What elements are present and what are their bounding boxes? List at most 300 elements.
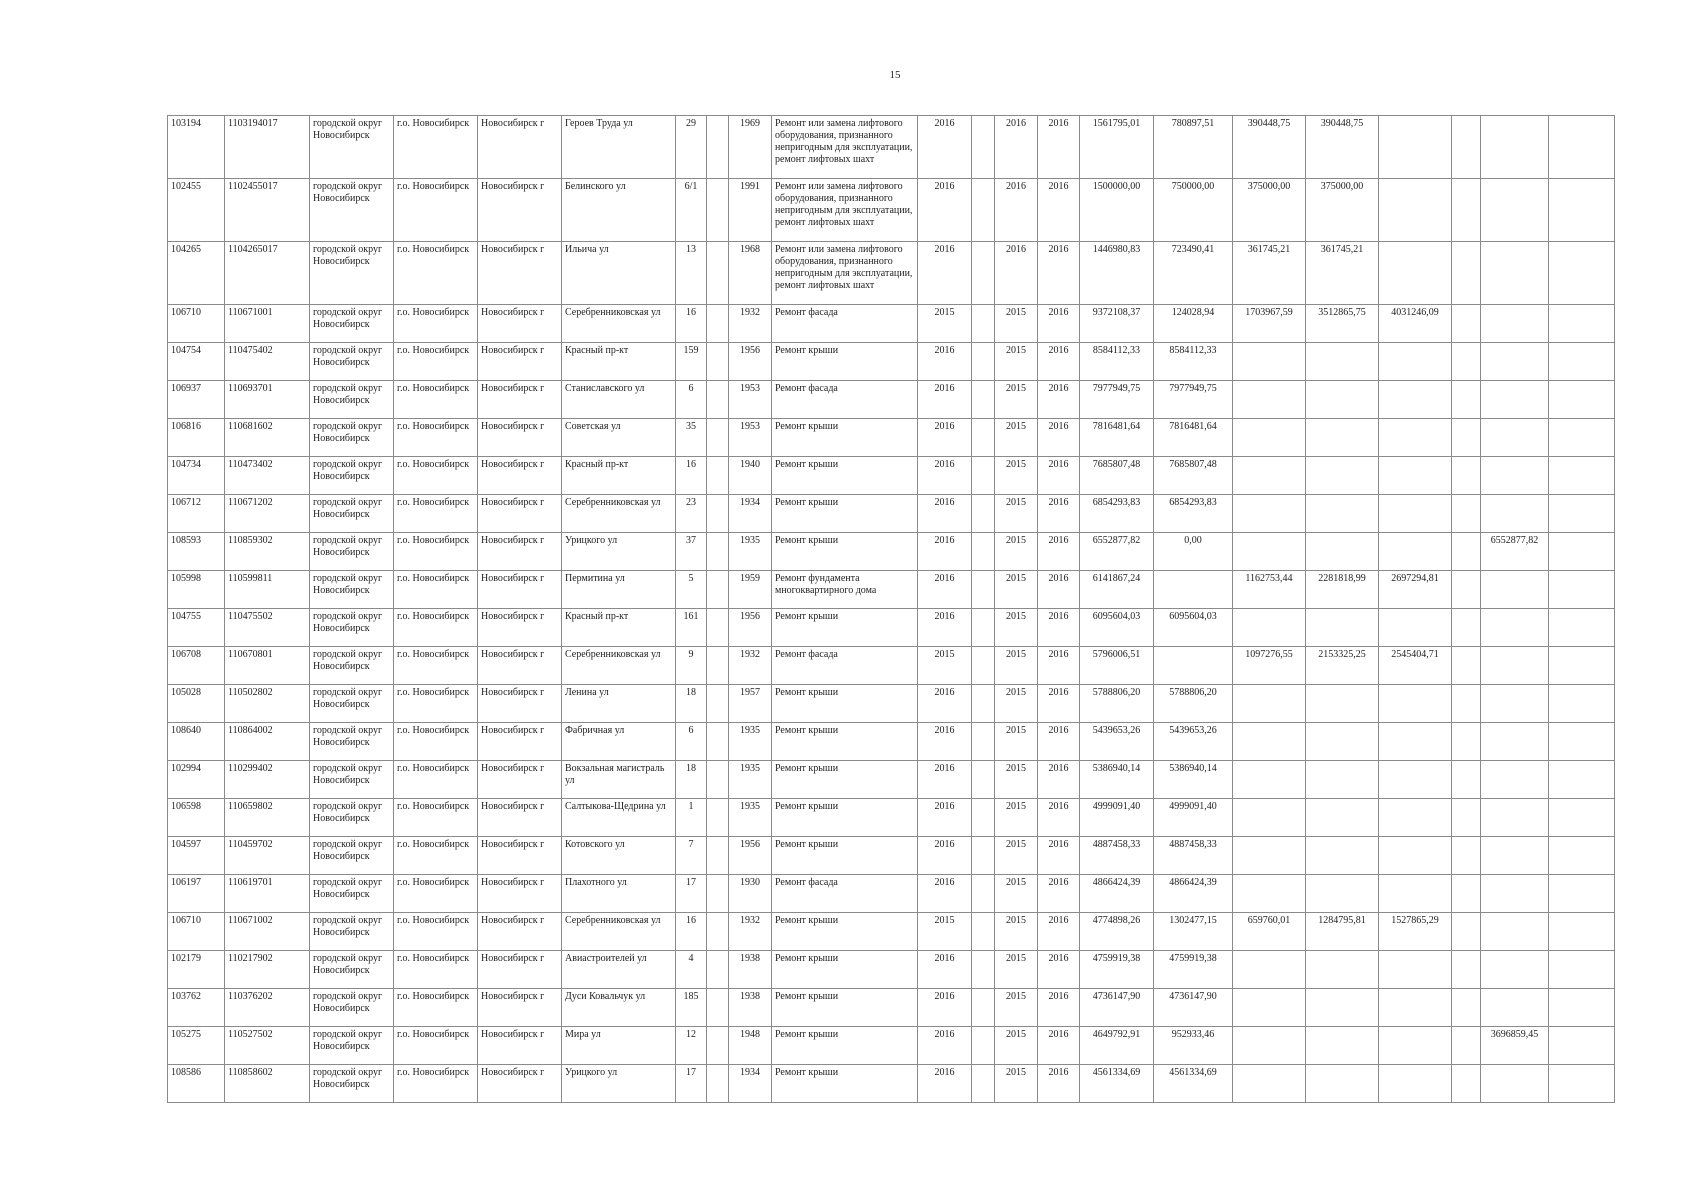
cell-house-number: 16 — [676, 457, 707, 495]
cell-end-year: 2016 — [1038, 179, 1080, 242]
table-row — [168, 723, 1615, 761]
cell-empty-col-19 — [1452, 913, 1481, 951]
cell-build-year: 1956 — [729, 609, 772, 647]
cell-cost-c — [1379, 685, 1452, 723]
cell-cost-b: 2281818,99 — [1306, 571, 1379, 609]
cell-cost-d — [1481, 989, 1549, 1027]
cell-empty-col-19 — [1452, 837, 1481, 875]
cell-empty-col-19 — [1452, 343, 1481, 381]
cell-cost-a: 375000,00 — [1233, 179, 1306, 242]
cell-house-letter — [707, 305, 729, 343]
cell-empty-col-19 — [1452, 647, 1481, 685]
cell-cost-b — [1306, 1027, 1379, 1065]
cell-settlement: Новосибирск г — [478, 495, 562, 533]
cell-street: Мира ул — [562, 1027, 676, 1065]
cell-street: Вокзальная магистраль ул — [562, 761, 676, 799]
cell-municipality-short: г.о. Новосибирск — [394, 989, 478, 1027]
cell-cost-a — [1233, 495, 1306, 533]
cell-cost-fund: 952933,46 — [1154, 1027, 1233, 1065]
cell-municipality-short: г.о. Новосибирск — [394, 533, 478, 571]
cell-empty-col-11 — [972, 609, 995, 647]
cell-end-year: 2016 — [1038, 116, 1080, 179]
cell-house-id: 104754 — [168, 343, 225, 381]
cell-empty-col-21 — [1549, 799, 1615, 837]
cell-house-id: 103194 — [168, 116, 225, 179]
cell-total-cost: 7816481,64 — [1080, 419, 1154, 457]
cell-house-number: 12 — [676, 1027, 707, 1065]
cell-plan-year: 2016 — [918, 242, 972, 305]
cell-plan-year: 2016 — [918, 761, 972, 799]
cell-settlement: Новосибирск г — [478, 685, 562, 723]
cell-municipality-short: г.о. Новосибирск — [394, 609, 478, 647]
cell-municipality-short: г.о. Новосибирск — [394, 647, 478, 685]
cell-street: Красный пр-кт — [562, 457, 676, 495]
cell-street: Серебренниковская ул — [562, 495, 676, 533]
cell-settlement: Новосибирск г — [478, 1027, 562, 1065]
cell-municipality-short: г.о. Новосибирск — [394, 913, 478, 951]
cell-cost-a — [1233, 343, 1306, 381]
cell-work-type: Ремонт крыши — [772, 419, 918, 457]
cell-total-cost: 7977949,75 — [1080, 381, 1154, 419]
cell-empty-col-21 — [1549, 1027, 1615, 1065]
cell-address-code: 110502802 — [225, 685, 310, 723]
cell-municipality-short: г.о. Новосибирск — [394, 571, 478, 609]
cell-cost-fund — [1154, 647, 1233, 685]
cell-house-letter — [707, 647, 729, 685]
cell-empty-col-11 — [972, 685, 995, 723]
cell-municipality: городской округ Новосибирск — [310, 343, 394, 381]
cell-house-number: 185 — [676, 989, 707, 1027]
cell-house-letter — [707, 116, 729, 179]
cell-house-letter — [707, 495, 729, 533]
cell-house-number: 23 — [676, 495, 707, 533]
cell-street: Урицкого ул — [562, 533, 676, 571]
cell-house-letter — [707, 875, 729, 913]
cell-address-code: 110659802 — [225, 799, 310, 837]
cell-empty-col-11 — [972, 1065, 995, 1103]
cell-empty-col-11 — [972, 875, 995, 913]
cell-cost-b: 3512865,75 — [1306, 305, 1379, 343]
cell-cost-d — [1481, 685, 1549, 723]
cell-plan-year: 2016 — [918, 989, 972, 1027]
cell-municipality: городской округ Новосибирск — [310, 761, 394, 799]
cell-street: Серебренниковская ул — [562, 647, 676, 685]
cell-municipality: городской округ Новосибирск — [310, 647, 394, 685]
cell-build-year: 1991 — [729, 179, 772, 242]
register-body — [168, 116, 1615, 1103]
cell-empty-col-11 — [972, 647, 995, 685]
cell-municipality: городской округ Новосибирск — [310, 1027, 394, 1065]
cell-cost-d — [1481, 761, 1549, 799]
cell-empty-col-19 — [1452, 989, 1481, 1027]
cell-house-number: 17 — [676, 1065, 707, 1103]
cell-house-letter — [707, 989, 729, 1027]
cell-house-number: 161 — [676, 609, 707, 647]
cell-cost-a — [1233, 837, 1306, 875]
cell-plan-year: 2016 — [918, 799, 972, 837]
cell-house-id: 104755 — [168, 609, 225, 647]
cell-house-letter — [707, 242, 729, 305]
cell-municipality: городской округ Новосибирск — [310, 305, 394, 343]
cell-house-number: 159 — [676, 343, 707, 381]
cell-cost-fund: 780897,51 — [1154, 116, 1233, 179]
cell-total-cost: 5788806,20 — [1080, 685, 1154, 723]
cell-cost-fund: 6854293,83 — [1154, 495, 1233, 533]
cell-settlement: Новосибирск г — [478, 723, 562, 761]
cell-address-code: 110475402 — [225, 343, 310, 381]
cell-empty-col-21 — [1549, 116, 1615, 179]
cell-cost-fund: 4759919,38 — [1154, 951, 1233, 989]
cell-municipality: городской округ Новосибирск — [310, 609, 394, 647]
cell-empty-col-21 — [1549, 913, 1615, 951]
cell-cost-b — [1306, 457, 1379, 495]
cell-empty-col-19 — [1452, 381, 1481, 419]
cell-start-year: 2015 — [995, 761, 1038, 799]
cell-empty-col-19 — [1452, 419, 1481, 457]
cell-work-type: Ремонт крыши — [772, 723, 918, 761]
cell-house-id: 108586 — [168, 1065, 225, 1103]
cell-cost-b — [1306, 761, 1379, 799]
cell-empty-col-19 — [1452, 305, 1481, 343]
cell-house-letter — [707, 381, 729, 419]
cell-start-year: 2015 — [995, 723, 1038, 761]
cell-street: Фабричная ул — [562, 723, 676, 761]
cell-cost-fund — [1154, 571, 1233, 609]
cell-total-cost: 4759919,38 — [1080, 951, 1154, 989]
table-row — [168, 989, 1615, 1027]
cell-cost-d — [1481, 571, 1549, 609]
cell-settlement: Новосибирск г — [478, 761, 562, 799]
cell-cost-c — [1379, 242, 1452, 305]
cell-municipality: городской округ Новосибирск — [310, 381, 394, 419]
cell-municipality: городской округ Новосибирск — [310, 533, 394, 571]
cell-empty-col-11 — [972, 419, 995, 457]
cell-settlement: Новосибирск г — [478, 179, 562, 242]
cell-build-year: 1953 — [729, 419, 772, 457]
cell-cost-d — [1481, 875, 1549, 913]
cell-work-type: Ремонт или замена лифтового оборудования, признанного непригодным для эксплуатации, ремонт лифтовых шахт — [772, 179, 918, 242]
cell-cost-c — [1379, 761, 1452, 799]
cell-total-cost: 4887458,33 — [1080, 837, 1154, 875]
cell-empty-col-21 — [1549, 242, 1615, 305]
cell-build-year: 1932 — [729, 913, 772, 951]
cell-cost-fund: 124028,94 — [1154, 305, 1233, 343]
cell-municipality-short: г.о. Новосибирск — [394, 875, 478, 913]
cell-work-type: Ремонт крыши — [772, 685, 918, 723]
cell-cost-d — [1481, 837, 1549, 875]
cell-house-number: 5 — [676, 571, 707, 609]
cell-end-year: 2016 — [1038, 951, 1080, 989]
cell-work-type: Ремонт крыши — [772, 1027, 918, 1065]
cell-house-letter — [707, 913, 729, 951]
cell-cost-b — [1306, 533, 1379, 571]
cell-empty-col-19 — [1452, 799, 1481, 837]
cell-build-year: 1932 — [729, 305, 772, 343]
cell-empty-col-21 — [1549, 609, 1615, 647]
cell-street: Белинского ул — [562, 179, 676, 242]
cell-municipality: городской округ Новосибирск — [310, 1065, 394, 1103]
cell-municipality: городской округ Новосибирск — [310, 457, 394, 495]
cell-settlement: Новосибирск г — [478, 343, 562, 381]
cell-house-letter — [707, 837, 729, 875]
cell-cost-b — [1306, 343, 1379, 381]
cell-cost-fund: 4887458,33 — [1154, 837, 1233, 875]
cell-cost-a: 361745,21 — [1233, 242, 1306, 305]
cell-municipality-short: г.о. Новосибирск — [394, 381, 478, 419]
cell-settlement: Новосибирск г — [478, 419, 562, 457]
cell-cost-a — [1233, 609, 1306, 647]
cell-cost-fund: 4866424,39 — [1154, 875, 1233, 913]
cell-house-id: 104265 — [168, 242, 225, 305]
cell-house-letter — [707, 685, 729, 723]
cell-plan-year: 2016 — [918, 951, 972, 989]
cell-empty-col-19 — [1452, 951, 1481, 989]
cell-cost-b — [1306, 419, 1379, 457]
cell-settlement: Новосибирск г — [478, 609, 562, 647]
cell-plan-year: 2015 — [918, 913, 972, 951]
cell-address-code: 110475502 — [225, 609, 310, 647]
cell-municipality: городской округ Новосибирск — [310, 799, 394, 837]
cell-plan-year: 2016 — [918, 495, 972, 533]
cell-plan-year: 2016 — [918, 875, 972, 913]
cell-cost-fund: 7977949,75 — [1154, 381, 1233, 419]
cell-cost-b — [1306, 951, 1379, 989]
cell-end-year: 2016 — [1038, 495, 1080, 533]
table-row — [168, 419, 1615, 457]
cell-municipality-short: г.о. Новосибирск — [394, 116, 478, 179]
cell-end-year: 2016 — [1038, 1027, 1080, 1065]
cell-municipality-short: г.о. Новосибирск — [394, 495, 478, 533]
cell-build-year: 1934 — [729, 495, 772, 533]
cell-end-year: 2016 — [1038, 799, 1080, 837]
cell-build-year: 1956 — [729, 837, 772, 875]
cell-empty-col-21 — [1549, 305, 1615, 343]
cell-house-id: 106937 — [168, 381, 225, 419]
cell-total-cost: 9372108,37 — [1080, 305, 1154, 343]
cell-cost-b: 390448,75 — [1306, 116, 1379, 179]
cell-empty-col-19 — [1452, 116, 1481, 179]
cell-start-year: 2015 — [995, 343, 1038, 381]
cell-cost-c — [1379, 609, 1452, 647]
cell-house-letter — [707, 533, 729, 571]
cell-cost-c: 2545404,71 — [1379, 647, 1452, 685]
cell-build-year: 1932 — [729, 647, 772, 685]
cell-house-number: 18 — [676, 685, 707, 723]
cell-house-id: 108593 — [168, 533, 225, 571]
table-row — [168, 179, 1615, 242]
cell-house-id: 102179 — [168, 951, 225, 989]
cell-address-code: 110217902 — [225, 951, 310, 989]
cell-cost-d — [1481, 951, 1549, 989]
cell-build-year: 1957 — [729, 685, 772, 723]
cell-cost-fund: 5439653,26 — [1154, 723, 1233, 761]
cell-plan-year: 2015 — [918, 305, 972, 343]
cell-cost-fund: 7685807,48 — [1154, 457, 1233, 495]
cell-cost-d — [1481, 116, 1549, 179]
cell-municipality-short: г.о. Новосибирск — [394, 723, 478, 761]
cell-house-id: 106816 — [168, 419, 225, 457]
cell-start-year: 2016 — [995, 242, 1038, 305]
cell-cost-fund: 7816481,64 — [1154, 419, 1233, 457]
cell-municipality: городской округ Новосибирск — [310, 242, 394, 305]
cell-cost-c — [1379, 533, 1452, 571]
cell-street: Серебренниковская ул — [562, 913, 676, 951]
cell-street: Героев Труда ул — [562, 116, 676, 179]
table-row — [168, 571, 1615, 609]
cell-start-year: 2016 — [995, 116, 1038, 179]
cell-street: Серебренниковская ул — [562, 305, 676, 343]
cell-total-cost: 6141867,24 — [1080, 571, 1154, 609]
cell-total-cost: 7685807,48 — [1080, 457, 1154, 495]
cell-plan-year: 2016 — [918, 419, 972, 457]
cell-cost-b — [1306, 381, 1379, 419]
cell-cost-a: 1162753,44 — [1233, 571, 1306, 609]
cell-plan-year: 2016 — [918, 457, 972, 495]
cell-cost-c — [1379, 951, 1452, 989]
cell-house-id: 108640 — [168, 723, 225, 761]
table-row — [168, 305, 1615, 343]
table-row — [168, 837, 1615, 875]
cell-house-letter — [707, 951, 729, 989]
cell-address-code: 110859302 — [225, 533, 310, 571]
cell-settlement: Новосибирск г — [478, 457, 562, 495]
cell-cost-fund: 5386940,14 — [1154, 761, 1233, 799]
cell-municipality-short: г.о. Новосибирск — [394, 837, 478, 875]
cell-municipality: городской округ Новосибирск — [310, 685, 394, 723]
cell-cost-fund: 4561334,69 — [1154, 1065, 1233, 1103]
cell-address-code: 1103194017 — [225, 116, 310, 179]
cell-work-type: Ремонт или замена лифтового оборудования, признанного непригодным для эксплуатации, ремонт лифтовых шахт — [772, 242, 918, 305]
cell-cost-a — [1233, 1065, 1306, 1103]
cell-empty-col-21 — [1549, 685, 1615, 723]
cell-empty-col-19 — [1452, 457, 1481, 495]
cell-start-year: 2015 — [995, 571, 1038, 609]
cell-start-year: 2015 — [995, 1027, 1038, 1065]
cell-empty-col-11 — [972, 116, 995, 179]
cell-start-year: 2015 — [995, 799, 1038, 837]
cell-cost-d — [1481, 381, 1549, 419]
cell-end-year: 2016 — [1038, 913, 1080, 951]
cell-total-cost: 4999091,40 — [1080, 799, 1154, 837]
cell-house-id: 106708 — [168, 647, 225, 685]
cell-plan-year: 2016 — [918, 1065, 972, 1103]
cell-end-year: 2016 — [1038, 419, 1080, 457]
cell-municipality-short: г.о. Новосибирск — [394, 685, 478, 723]
cell-cost-a: 390448,75 — [1233, 116, 1306, 179]
cell-settlement: Новосибирск г — [478, 799, 562, 837]
cell-empty-col-11 — [972, 381, 995, 419]
cell-plan-year: 2016 — [918, 179, 972, 242]
cell-street: Пермитина ул — [562, 571, 676, 609]
cell-empty-col-11 — [972, 761, 995, 799]
cell-empty-col-21 — [1549, 533, 1615, 571]
cell-municipality-short: г.о. Новосибирск — [394, 951, 478, 989]
cell-cost-d — [1481, 419, 1549, 457]
cell-work-type: Ремонт крыши — [772, 799, 918, 837]
cell-municipality: городской округ Новосибирск — [310, 571, 394, 609]
table-row — [168, 1065, 1615, 1103]
cell-empty-col-19 — [1452, 1027, 1481, 1065]
cell-cost-d — [1481, 609, 1549, 647]
cell-end-year: 2016 — [1038, 533, 1080, 571]
cell-municipality-short: г.о. Новосибирск — [394, 799, 478, 837]
table-row — [168, 875, 1615, 913]
cell-house-number: 16 — [676, 913, 707, 951]
cell-empty-col-19 — [1452, 1065, 1481, 1103]
cell-house-letter — [707, 457, 729, 495]
cell-address-code: 110459702 — [225, 837, 310, 875]
cell-address-code: 110619701 — [225, 875, 310, 913]
cell-work-type: Ремонт крыши — [772, 533, 918, 571]
cell-empty-col-19 — [1452, 571, 1481, 609]
cell-empty-col-19 — [1452, 242, 1481, 305]
cell-cost-a — [1233, 1027, 1306, 1065]
cell-empty-col-21 — [1549, 381, 1615, 419]
cell-work-type: Ремонт фасада — [772, 305, 918, 343]
table-row — [168, 609, 1615, 647]
cell-municipality-short: г.о. Новосибирск — [394, 761, 478, 799]
cell-house-number: 13 — [676, 242, 707, 305]
cell-start-year: 2015 — [995, 381, 1038, 419]
cell-build-year: 1959 — [729, 571, 772, 609]
cell-total-cost: 4561334,69 — [1080, 1065, 1154, 1103]
cell-house-letter — [707, 1027, 729, 1065]
cell-start-year: 2015 — [995, 305, 1038, 343]
cell-build-year: 1940 — [729, 457, 772, 495]
table-row — [168, 799, 1615, 837]
cell-house-letter — [707, 799, 729, 837]
cell-settlement: Новосибирск г — [478, 1065, 562, 1103]
cell-municipality-short: г.о. Новосибирск — [394, 419, 478, 457]
cell-house-letter — [707, 419, 729, 457]
cell-cost-c: 4031246,09 — [1379, 305, 1452, 343]
cell-empty-col-21 — [1549, 875, 1615, 913]
cell-settlement: Новосибирск г — [478, 381, 562, 419]
cell-street: Урицкого ул — [562, 1065, 676, 1103]
cell-street: Дуси Ковальчук ул — [562, 989, 676, 1027]
cell-work-type: Ремонт фасада — [772, 875, 918, 913]
cell-cost-b — [1306, 723, 1379, 761]
cell-work-type: Ремонт фасада — [772, 647, 918, 685]
cell-empty-col-21 — [1549, 1065, 1615, 1103]
cell-cost-a: 659760,01 — [1233, 913, 1306, 951]
cell-municipality: городской округ Новосибирск — [310, 989, 394, 1027]
cell-address-code: 110858602 — [225, 1065, 310, 1103]
cell-work-type: Ремонт крыши — [772, 913, 918, 951]
cell-total-cost: 4774898,26 — [1080, 913, 1154, 951]
cell-house-id: 106710 — [168, 305, 225, 343]
cell-empty-col-11 — [972, 799, 995, 837]
cell-house-id: 106712 — [168, 495, 225, 533]
cell-municipality-short: г.о. Новосибирск — [394, 1065, 478, 1103]
cell-cost-a — [1233, 951, 1306, 989]
cell-house-number: 7 — [676, 837, 707, 875]
cell-cost-d: 6552877,82 — [1481, 533, 1549, 571]
table-row — [168, 242, 1615, 305]
cell-empty-col-11 — [972, 305, 995, 343]
cell-settlement: Новосибирск г — [478, 951, 562, 989]
cell-plan-year: 2016 — [918, 533, 972, 571]
cell-cost-b — [1306, 837, 1379, 875]
cell-end-year: 2016 — [1038, 305, 1080, 343]
cell-cost-a — [1233, 723, 1306, 761]
cell-cost-c — [1379, 875, 1452, 913]
cell-municipality: городской округ Новосибирск — [310, 723, 394, 761]
cell-total-cost: 8584112,33 — [1080, 343, 1154, 381]
cell-plan-year: 2016 — [918, 609, 972, 647]
cell-house-number: 4 — [676, 951, 707, 989]
cell-end-year: 2016 — [1038, 647, 1080, 685]
